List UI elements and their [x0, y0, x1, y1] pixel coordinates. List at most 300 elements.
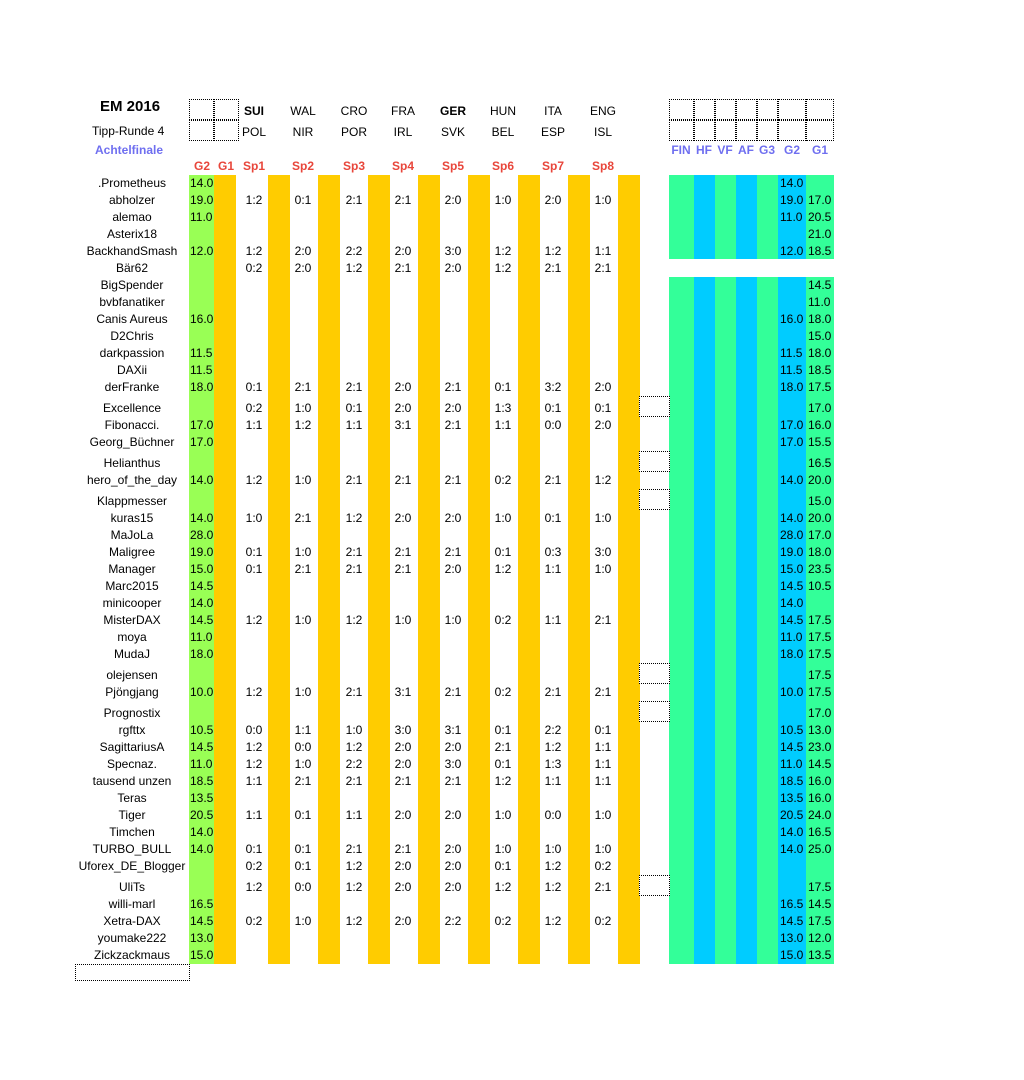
right-g1-points: 17.5: [808, 668, 832, 682]
tip-score: 0:1: [544, 511, 562, 525]
g2-points: 12.0: [190, 244, 214, 258]
tip-score: 1:0: [294, 757, 312, 771]
tip-score: 2:0: [394, 511, 412, 525]
tip-score: 2:0: [394, 380, 412, 394]
match-away-team: ESP: [540, 125, 565, 139]
pending-cell-box: [639, 489, 670, 510]
tip-score: 0:2: [245, 914, 263, 928]
header-cell-box: [757, 120, 778, 141]
tip-score: 2:0: [594, 418, 612, 432]
tip-score: 1:0: [594, 842, 612, 856]
right-g1-points: 17.0: [808, 193, 832, 207]
right-g2-points: 14.0: [780, 825, 804, 839]
right-g2-points: 14.0: [780, 842, 804, 856]
right-g1-points: 14.5: [808, 897, 832, 911]
column-header-af: AF: [738, 143, 754, 157]
player-name: tausend unzen: [92, 774, 172, 788]
tip-score: 2:1: [394, 193, 412, 207]
g2-points: 14.0: [190, 825, 214, 839]
tip-score: 1:0: [294, 545, 312, 559]
right-g2-points: 15.0: [780, 562, 804, 576]
match-home-team: ENG: [589, 104, 616, 118]
g2-points: 19.0: [190, 193, 214, 207]
tip-score: 1:2: [544, 859, 562, 873]
match-home-team: CRO: [340, 104, 368, 118]
match-away-team: BEL: [491, 125, 515, 139]
tip-score: 2:1: [394, 562, 412, 576]
column-header-sp1: Sp1: [242, 159, 265, 173]
tip-score: 2:1: [394, 261, 412, 275]
right-g2-points: 16.5: [780, 897, 804, 911]
right-g2-points: 18.5: [780, 774, 804, 788]
tip-score: 1:2: [345, 740, 363, 754]
tip-score: 2:0: [394, 757, 412, 771]
g2-points: 11.0: [190, 757, 213, 771]
tip-score: 2:0: [444, 511, 462, 525]
g2-points: 11.0: [190, 210, 213, 224]
tip-score: 3:0: [444, 244, 462, 258]
header-cell-box: [669, 99, 694, 120]
g2-points: 14.5: [190, 613, 214, 627]
tip-score: 3:0: [594, 545, 612, 559]
right-g2-points: 13.5: [780, 791, 804, 805]
right-g1-points: 16.0: [808, 418, 832, 432]
player-name: Bär62: [115, 261, 149, 275]
tip-score: 2:0: [294, 261, 312, 275]
player-name: D2Chris: [110, 329, 154, 343]
match-home-team: WAL: [290, 104, 316, 118]
tip-score: 0:0: [294, 880, 312, 894]
tip-score: 3:1: [444, 723, 462, 737]
player-name: MisterDAX: [103, 613, 161, 627]
right-g2-points: 11.5: [780, 363, 803, 377]
right-g2-points: 14.0: [780, 596, 804, 610]
tip-score: 1:2: [245, 613, 263, 627]
header-cell-box: [778, 99, 806, 120]
tip-score: 0:1: [294, 193, 312, 207]
tip-score: 1:1: [594, 244, 612, 258]
right-g2-points: 10.5: [780, 723, 804, 737]
tip-score: 0:2: [245, 859, 263, 873]
tip-score: 1:2: [245, 244, 263, 258]
g2-points: 16.0: [190, 312, 214, 326]
right-g1-points: 11.0: [808, 295, 831, 309]
tip-score: 2:1: [594, 880, 612, 894]
right-g2-points: 11.0: [780, 757, 803, 771]
right-g1-points: 17.5: [808, 685, 832, 699]
tip-score: 2:0: [394, 401, 412, 415]
tip-score: 1:0: [594, 193, 612, 207]
g2-points: 17.0: [190, 418, 214, 432]
right-g1-points: 16.5: [808, 825, 832, 839]
tip-score: 0:1: [245, 545, 263, 559]
g2-points: 13.0: [190, 931, 214, 945]
g2-points: 14.0: [190, 176, 214, 190]
tip-score: 2:0: [394, 914, 412, 928]
player-name: Helianthus: [103, 456, 161, 470]
tip-score: 1:2: [294, 418, 312, 432]
right-g1-points: 25.0: [808, 842, 832, 856]
tip-score: 1:1: [245, 808, 263, 822]
tip-score: 2:1: [345, 562, 363, 576]
right-g2-points: 14.5: [780, 613, 804, 627]
g2-points: 18.5: [190, 774, 214, 788]
tip-score: 2:1: [594, 685, 612, 699]
g2-points: 10.5: [190, 723, 214, 737]
player-name: Specnaz.: [106, 757, 158, 771]
right-g2-points: 17.0: [780, 435, 804, 449]
g2-points: 20.5: [190, 808, 214, 822]
round-label: Tipp-Runde 4: [92, 124, 165, 138]
right-g1-points: 18.5: [808, 363, 832, 377]
tip-score: 1:2: [544, 914, 562, 928]
tip-score: 2:1: [345, 473, 363, 487]
tip-score: 0:1: [544, 401, 562, 415]
g2-points: 14.5: [190, 579, 214, 593]
tip-score: 0:1: [494, 859, 512, 873]
player-name: .Prometheus: [97, 176, 167, 190]
right-g2-points: 11.0: [780, 210, 803, 224]
player-name: DAXii: [116, 363, 147, 377]
tip-score: 1:0: [245, 511, 263, 525]
header-cell-box: [757, 99, 778, 120]
right-g2-points: 19.0: [780, 545, 804, 559]
match-home-team: FRA: [391, 104, 415, 118]
player-name: willi-marl: [108, 897, 156, 911]
tip-score: 0:1: [494, 757, 512, 771]
tip-score: 0:1: [594, 723, 612, 737]
g2-points: 11.5: [190, 346, 213, 360]
tip-score: 1:0: [294, 914, 312, 928]
right-g2-points: 14.0: [780, 473, 804, 487]
tip-score: 1:2: [245, 685, 263, 699]
player-name: Timchen: [109, 825, 155, 839]
right-g2-points: 12.0: [780, 244, 804, 258]
right-g1-points: 14.5: [808, 757, 832, 771]
right-g1-points: 10.5: [808, 579, 832, 593]
tip-score: 1:2: [494, 774, 512, 788]
right-g1-points: 17.5: [808, 380, 832, 394]
header-cell-box: [694, 99, 715, 120]
tip-score: 0:1: [245, 562, 263, 576]
right-g1-points: 16.5: [808, 456, 832, 470]
tip-score: 1:1: [345, 808, 363, 822]
match-home-team: ITA: [544, 104, 562, 118]
right-column-fill: [736, 175, 757, 259]
tip-score: 2:1: [544, 473, 562, 487]
tip-score: 0:1: [345, 401, 363, 415]
right-g1-points: 18.0: [808, 346, 832, 360]
right-column-fill: [694, 277, 715, 964]
player-name: alemao: [112, 210, 152, 224]
tip-score: 1:2: [494, 880, 512, 894]
tip-score: 1:2: [544, 740, 562, 754]
right-g1-points: 17.0: [808, 401, 832, 415]
header-cell-box: [736, 120, 757, 141]
tip-score: 2:1: [345, 685, 363, 699]
column-header-sp4: Sp4: [391, 159, 414, 173]
right-g1-points: 13.0: [808, 723, 832, 737]
tip-score: 1:2: [494, 261, 512, 275]
tip-score: 2:1: [394, 473, 412, 487]
right-g2-points: 18.0: [780, 647, 804, 661]
tip-score: 2:1: [345, 842, 363, 856]
tip-score: 1:0: [294, 401, 312, 415]
right-g1-points: 20.0: [808, 473, 832, 487]
player-name: kuras15: [110, 511, 154, 525]
player-name: Xetra-DAX: [103, 914, 161, 928]
tip-score: 0:1: [494, 545, 512, 559]
g2-points: 16.5: [190, 897, 214, 911]
g2-points: 18.0: [190, 647, 214, 661]
right-g2-points: 15.0: [780, 948, 804, 962]
column-header-hf: HF: [696, 143, 712, 157]
tip-score: 2:2: [345, 757, 363, 771]
tip-score: 1:1: [594, 740, 612, 754]
right-g2-points: 14.0: [780, 176, 804, 190]
right-column-fill: [669, 175, 694, 259]
player-name: Asterix18: [106, 227, 158, 241]
g2-points: 14.0: [190, 842, 214, 856]
right-column-fill: [669, 277, 694, 964]
tip-score: 1:1: [245, 418, 263, 432]
g2-points: 10.0: [190, 685, 214, 699]
right-g1-points: 24.0: [808, 808, 832, 822]
tip-score: 1:1: [345, 418, 363, 432]
right-column-fill: [736, 277, 757, 964]
player-name: rgfttx: [118, 723, 146, 737]
tip-score: 2:1: [294, 511, 312, 525]
tip-score: 1:1: [594, 774, 612, 788]
tip-score: 1:2: [345, 880, 363, 894]
tip-score: 1:0: [294, 613, 312, 627]
tip-score: 1:0: [294, 473, 312, 487]
stage-label: Achtelfinale: [95, 143, 164, 157]
g2-points: 13.5: [190, 791, 214, 805]
tip-score: 2:1: [345, 545, 363, 559]
tip-score: 1:1: [494, 418, 512, 432]
g2-points: 14.5: [190, 914, 214, 928]
tip-score: 1:1: [544, 562, 562, 576]
right-g2-points: 18.0: [780, 380, 804, 394]
player-name: UliTs: [119, 880, 145, 894]
tip-score: 0:1: [494, 380, 512, 394]
player-name: darkpassion: [99, 346, 165, 360]
tip-score: 2:2: [544, 723, 562, 737]
tip-score: 2:0: [444, 808, 462, 822]
pending-cell-box: [639, 663, 670, 684]
right-g2-points: 28.0: [780, 528, 804, 542]
tip-score: 1:0: [444, 613, 462, 627]
pending-cell-box: [639, 451, 670, 472]
tip-score: 3:1: [394, 418, 412, 432]
tip-score: 0:2: [594, 914, 612, 928]
header-cell-box: [715, 120, 736, 141]
tip-score: 0:2: [245, 261, 263, 275]
tip-score: 0:1: [294, 808, 312, 822]
g2-points: 15.0: [190, 948, 214, 962]
tip-score: 1:1: [544, 613, 562, 627]
tip-score: 2:0: [444, 401, 462, 415]
g2-points: 14.0: [190, 596, 214, 610]
right-g1-points: 17.5: [808, 880, 832, 894]
tip-score: 1:0: [394, 613, 412, 627]
tip-score: 0:2: [494, 613, 512, 627]
column-header-fin: FIN: [671, 143, 691, 157]
player-name: moya: [117, 630, 147, 644]
tip-score: 1:2: [345, 511, 363, 525]
right-g2-points: 14.5: [780, 579, 804, 593]
right-g2-points: 14.5: [780, 740, 804, 754]
right-column-fill: [757, 175, 778, 259]
right-g1-points: 17.5: [808, 613, 832, 627]
tip-score: 2:1: [444, 545, 462, 559]
header-cell-box: [715, 99, 736, 120]
player-name: derFranke: [104, 380, 160, 394]
tip-score: 1:2: [345, 859, 363, 873]
tip-score: 2:0: [444, 193, 462, 207]
tip-score: 1:2: [594, 473, 612, 487]
player-name: Maligree: [108, 545, 156, 559]
player-name: Excellence: [102, 401, 162, 415]
header-cell-box: [736, 99, 757, 120]
tip-score: 1:1: [245, 774, 263, 788]
column-header-sp5: Sp5: [441, 159, 464, 173]
tip-score: 2:1: [394, 774, 412, 788]
player-name: Pjöngjang: [105, 685, 159, 699]
right-g1-points: 20.5: [808, 210, 832, 224]
tip-score: 2:1: [544, 685, 562, 699]
tip-score: 1:2: [345, 914, 363, 928]
right-g2-points: 10.0: [780, 685, 804, 699]
right-g1-points: 17.5: [808, 647, 832, 661]
right-column-fill: [757, 277, 778, 964]
right-column-fill: [715, 277, 736, 964]
yellow-column-fill: [618, 175, 640, 964]
tip-score: 1:0: [294, 685, 312, 699]
tip-score: 1:0: [544, 842, 562, 856]
tip-score: 0:2: [494, 685, 512, 699]
column-header-sp8: Sp8: [591, 159, 614, 173]
player-name: BackhandSmash: [86, 244, 178, 258]
player-name: bvbfanatiker: [99, 295, 165, 309]
right-g1-points: 15.5: [808, 435, 832, 449]
tip-score: 1:0: [345, 723, 363, 737]
player-name: Tiger: [118, 808, 146, 822]
match-away-team: ISL: [593, 125, 612, 139]
header-cell-box: [189, 99, 214, 120]
tip-score: 3:1: [394, 685, 412, 699]
tip-score: 2:1: [494, 740, 512, 754]
tip-score: 0:0: [544, 418, 562, 432]
tip-score: 0:1: [294, 859, 312, 873]
g2-points: 28.0: [190, 528, 214, 542]
match-away-team: NIR: [292, 125, 314, 139]
tip-score: 0:1: [245, 380, 263, 394]
tip-score: 2:0: [394, 880, 412, 894]
right-g2-points: 16.0: [780, 312, 804, 326]
match-home-team: GER: [439, 104, 466, 118]
player-name: BigSpender: [100, 278, 164, 292]
g2-points: 14.0: [190, 473, 214, 487]
tip-score: 2:1: [444, 380, 462, 394]
right-g1-points: 16.0: [808, 774, 832, 788]
tip-score: 3:0: [444, 757, 462, 771]
tip-score: 2:0: [444, 740, 462, 754]
tip-score: 1:0: [594, 808, 612, 822]
tip-score: 2:1: [544, 261, 562, 275]
pending-cell-box: [639, 396, 670, 417]
tip-score: 1:1: [594, 757, 612, 771]
header-cell-box: [669, 120, 694, 141]
tip-score: 2:1: [294, 774, 312, 788]
tip-score: 0:3: [544, 545, 562, 559]
player-name: Georg_Büchner: [89, 435, 175, 449]
player-name: Zickzackmaus: [93, 948, 170, 962]
column-header-sp2: Sp2: [291, 159, 314, 173]
tip-score: 1:2: [544, 244, 562, 258]
pending-cell-box: [639, 701, 670, 722]
tip-score: 1:0: [494, 511, 512, 525]
tip-score: 2:0: [444, 261, 462, 275]
right-g2-points: 14.0: [780, 511, 804, 525]
tip-score: 0:2: [594, 859, 612, 873]
player-name: MaJoLa: [110, 528, 154, 542]
tip-score: 2:1: [345, 193, 363, 207]
tip-score: 0:2: [494, 473, 512, 487]
player-name: Fibonacci.: [104, 418, 160, 432]
right-g1-points: 18.5: [808, 244, 832, 258]
right-g2-points: 19.0: [780, 193, 804, 207]
tip-score: 1:2: [345, 261, 363, 275]
pending-cell-box: [639, 875, 670, 896]
tip-score: 0:0: [544, 808, 562, 822]
right-g1-points: 17.0: [808, 528, 832, 542]
player-name: minicooper: [102, 596, 162, 610]
tip-score: 1:1: [294, 723, 312, 737]
right-g1-points: 13.5: [808, 948, 832, 962]
tip-score: 1:0: [594, 511, 612, 525]
right-g1-points: 23.5: [808, 562, 832, 576]
g2-points: 15.0: [190, 562, 214, 576]
tip-score: 2:0: [394, 244, 412, 258]
g2-points: 14.0: [190, 511, 214, 525]
match-home-team: SUI: [243, 104, 264, 118]
column-header-g2: G2: [193, 159, 210, 173]
right-g1-points: 18.0: [808, 545, 832, 559]
tip-score: 2:1: [444, 774, 462, 788]
player-name: SagittariusA: [99, 740, 165, 754]
tip-score: 2:1: [345, 380, 363, 394]
tip-score: 2:1: [444, 685, 462, 699]
tip-score: 2:0: [394, 740, 412, 754]
tip-score: 2:2: [345, 244, 363, 258]
match-away-team: SVK: [440, 125, 465, 139]
column-header-g3: G3: [758, 143, 775, 157]
player-name: hero_of_the_day: [86, 473, 178, 487]
tip-score: 2:1: [444, 418, 462, 432]
right-g1-points: 16.0: [808, 791, 832, 805]
g2-points: 19.0: [190, 545, 214, 559]
tip-score: 2:2: [444, 914, 462, 928]
tip-score: 2:1: [394, 842, 412, 856]
tip-score: 3:0: [394, 723, 412, 737]
tip-score: 2:0: [444, 880, 462, 894]
tip-score: 0:0: [294, 740, 312, 754]
right-g1-points: 21.0: [808, 227, 832, 241]
header-cell-box: [189, 120, 214, 141]
tip-score: 2:1: [594, 613, 612, 627]
